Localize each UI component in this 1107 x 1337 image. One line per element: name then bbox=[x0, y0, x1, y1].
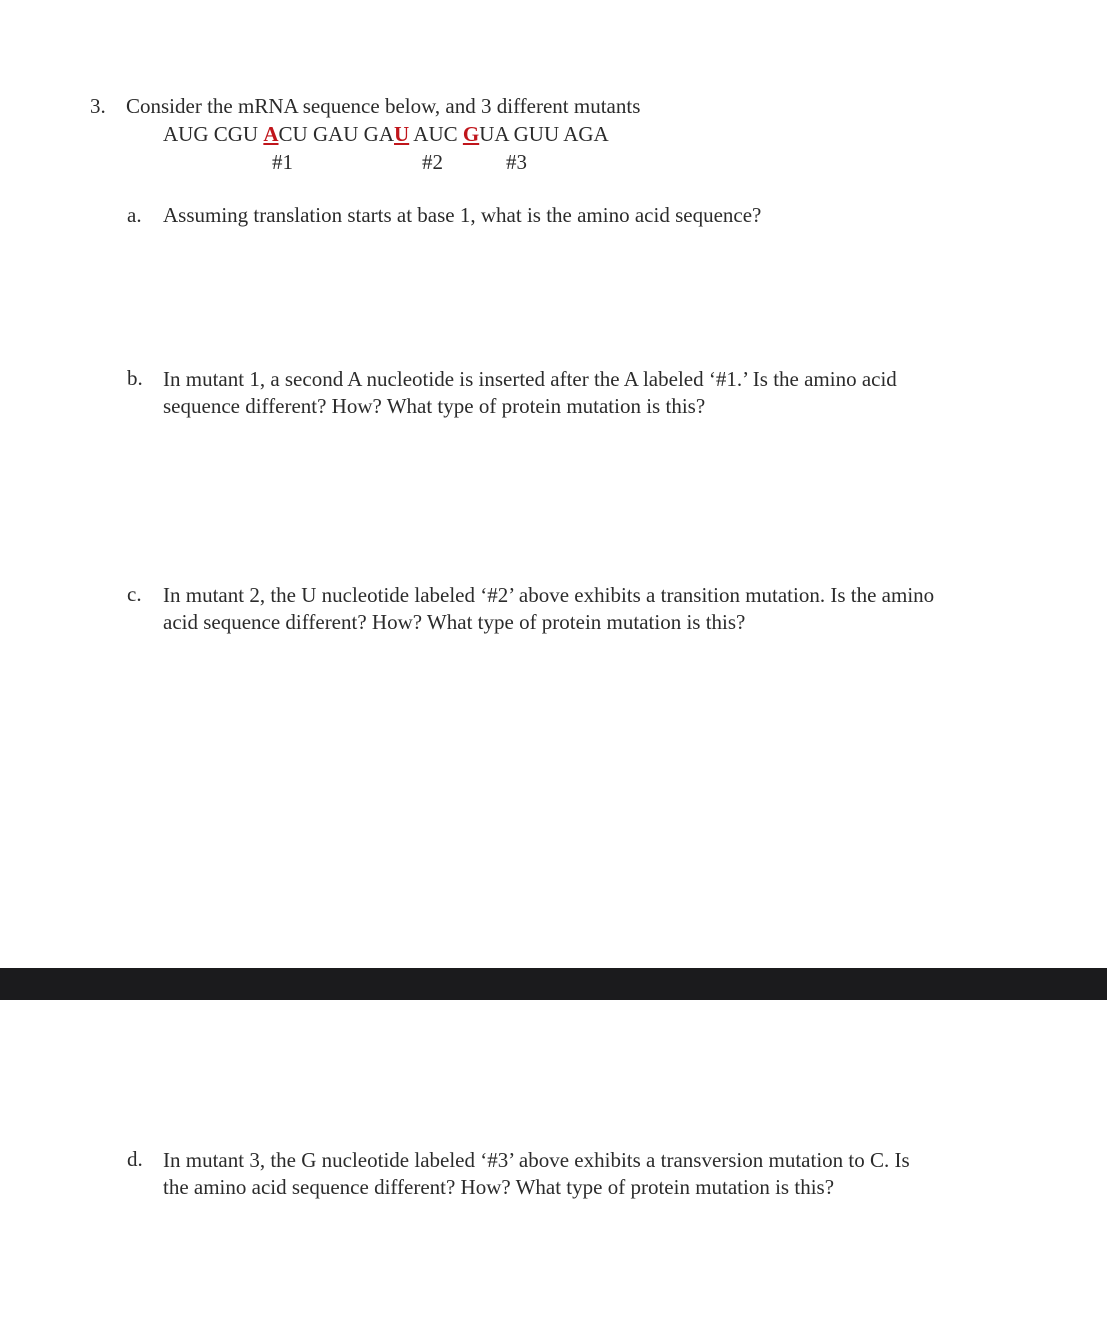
part-a-letter: a. bbox=[127, 203, 142, 227]
part-a-text: Assuming translation starts at base 1, what is the amino acid sequence? bbox=[163, 203, 762, 227]
mutation-site-1: A bbox=[263, 122, 279, 146]
sequence-segment: UA GUU AGA bbox=[479, 122, 609, 146]
mutation-site-2: U bbox=[394, 122, 410, 146]
part-c-letter: c. bbox=[127, 582, 142, 606]
part-d-line-1: In mutant 3, the G nucleotide labeled ‘#3’ above exhibits a transversion mutation to C. Is bbox=[163, 1148, 910, 1172]
part-c-line-2: acid sequence different? How? What type of protein mutation is this? bbox=[163, 610, 746, 634]
part-b-text bbox=[163, 366, 897, 420]
mutant-label-2: #2 bbox=[422, 150, 443, 174]
part-b-line-1: In mutant 1, a second A nucleotide is inserted after the A labeled ‘#1.’ Is the amino acid bbox=[163, 367, 897, 391]
mutation-site-3: G bbox=[462, 122, 480, 146]
part-d-text bbox=[163, 1147, 910, 1201]
part-d-letter: d. bbox=[127, 1147, 143, 1171]
part-b-line-2: sequence different? How? What type of protein mutation is this? bbox=[163, 394, 706, 418]
mutant-label-3: #3 bbox=[506, 150, 527, 174]
part-c-text bbox=[163, 582, 934, 636]
question-number: 3. bbox=[90, 94, 106, 118]
sequence-segment: CU GAU GA bbox=[278, 122, 395, 146]
part-c-line-1: In mutant 2, the U nucleotide labeled ‘#2’ above exhibits a transition mutation. Is the amino bbox=[163, 583, 935, 607]
page-divider bbox=[0, 968, 1107, 1000]
question-intro: Consider the mRNA sequence below, and 3 different mutants bbox=[126, 94, 641, 118]
part-b-letter: b. bbox=[127, 366, 143, 390]
part-d-line-2: the amino acid sequence different? How? What type of protein mutation is this? bbox=[163, 1175, 835, 1199]
mutant-label-1: #1 bbox=[272, 150, 293, 174]
mrna-sequence bbox=[163, 122, 609, 147]
sequence-segment: AUG CGU bbox=[163, 122, 264, 146]
sequence-segment: AUC bbox=[409, 122, 463, 146]
